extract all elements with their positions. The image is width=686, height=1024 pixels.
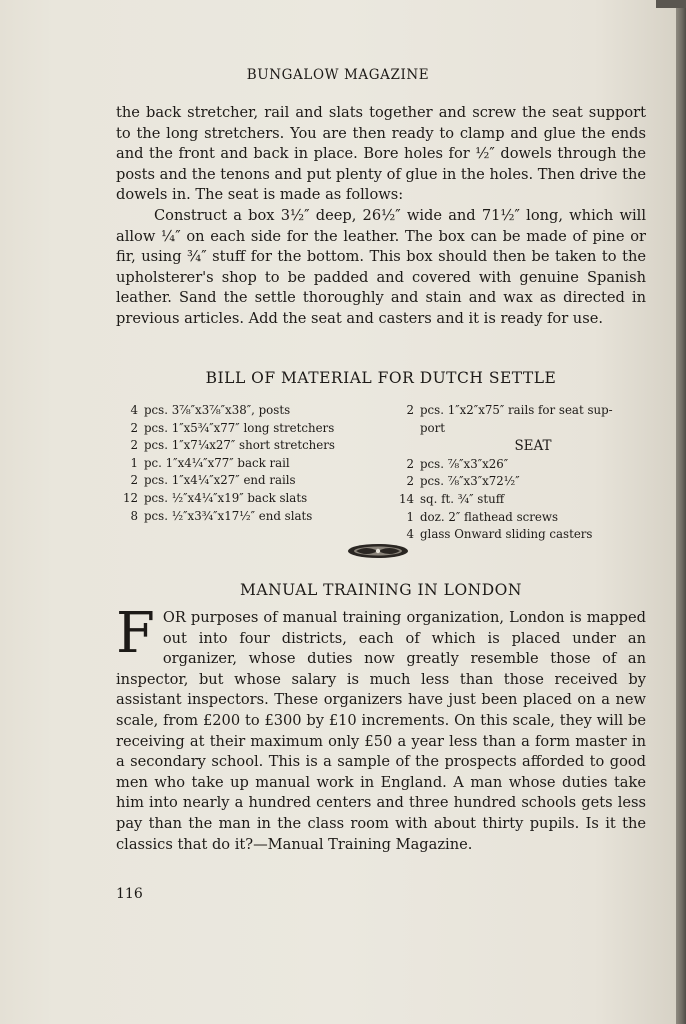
seat-subheading: SEAT (514, 438, 552, 455)
bill-desc: pcs. 1″x2″x75″ rails for seat sup- (420, 403, 613, 417)
bill-desc: pcs. ½″x3¾″x17½″ end slats (144, 508, 313, 523)
bill-qty: 4 (130, 403, 138, 417)
bill-desc-continuation: port (420, 420, 446, 435)
bill-qty: 2 (130, 473, 138, 488)
bill-item (116, 402, 378, 420)
bill-desc: sq. ft. ¾″ stuff (420, 491, 505, 506)
bill-qty: 2 (406, 456, 414, 471)
manual-training-paragraph: OR purposes of manual training organization, London is mapped out into four districts, each of which is placed under an organizer, whose duties now greatly resemble those of an inspector, but whose salary is much less than those received by assistant inspectors. These organizers have just been placed on a new scale, from £200 to £300 by £10 increments. On this scale, they will be receiving at their maximum only £50 a year less than a form master in a secondary school. This is a sample of the prospects afforded to good men who take up manual work in England. A man whose duties take him into nearly a hundred centers and three hundred schools gets less pay than the man in the class room with about thirty pupils. Is it the classics that do it?—Manual Training Magazine. (116, 609, 646, 853)
bill-of-material-title: BILL OF MATERIAL FOR DUTCH SETTLE (205, 369, 557, 387)
decorative-ornament-icon (346, 542, 410, 560)
intro-paragraph-2: Construct a box 3½″ deep, 26½″ wide and 71½″ long, which will allow ¼″ on each side for the leather. The box can be made of pine or fir, using ¾″ stuff for the bottom. This box should then be taken to the upholsterer's shop to be padded and covered with genuine Spanish leather. Sand the settle thoroughly and stain and wax as directed in previous articles. Add the seat and casters and it is ready for use. (116, 206, 646, 327)
bill-qty: 2 (130, 420, 138, 435)
bill-desc: glass Onward sliding casters (420, 527, 593, 542)
bill-desc: pcs. ⅞″x3″x26″ (420, 456, 509, 471)
manual-training-title: MANUAL TRAINING IN LONDON (240, 581, 522, 599)
bill-item (116, 455, 378, 473)
bill-desc: pcs. 1″x5¾″x77″ long stretchers (144, 420, 335, 435)
running-header: BUNGALOW MAGAZINE (246, 67, 430, 83)
intro-paragraph-1: the back stretcher, rail and slats together and screw the seat support to the long stretchers. You are then ready to clamp and glue the ends and the front and back in place. Bore holes for ½″ dowels through the posts and the tenons and put plenty of glue in the holes. Then drive the dowels in. The seat is made as follows: (116, 104, 646, 204)
bill-left-column (116, 402, 378, 525)
bill-qty: 2 (406, 403, 414, 417)
bill-qty: 2 (406, 474, 414, 489)
bill-desc: pc. 1″x4¼″x77″ back rail (144, 455, 290, 470)
bill-qty: 1 (130, 455, 138, 470)
drop-cap: F (116, 601, 155, 666)
intro-text (116, 103, 646, 330)
page-edge-shadow (676, 0, 686, 1024)
bill-desc: pcs. ½″x4¼″x19″ back slats (144, 490, 308, 505)
bill-item (392, 473, 654, 491)
bill-item (116, 472, 378, 490)
bill-item (392, 402, 654, 420)
bill-item (116, 437, 378, 455)
bill-desc: pcs. 1″x7¼x27″ short stretchers (144, 438, 335, 453)
bill-qty: 12 (122, 490, 138, 505)
bill-desc: pcs. 1″x4¼″x27″ end rails (144, 473, 296, 488)
bill-qty: 4 (406, 527, 414, 542)
bill-qty: 1 (406, 509, 414, 524)
bill-item (392, 509, 654, 527)
manual-training-text (116, 601, 646, 855)
bill-qty: 14 (398, 491, 414, 506)
bill-desc: doz. 2″ flathead screws (420, 509, 559, 524)
bill-qty: 2 (130, 438, 138, 453)
bill-item (116, 420, 378, 438)
bill-desc: pcs. 3⅞″x3⅞″x38″, posts (144, 403, 291, 417)
page-number: 116 (116, 886, 143, 902)
bill-item (116, 490, 378, 508)
bill-item (392, 491, 654, 509)
bill-item (392, 456, 654, 474)
bill-right-column (392, 402, 654, 544)
bill-qty: 8 (130, 508, 138, 523)
page-corner-shadow (656, 0, 686, 8)
bill-item (116, 508, 378, 526)
bill-desc: pcs. ⅞″x3″x72½″ (420, 474, 520, 489)
bill-item (392, 526, 654, 544)
